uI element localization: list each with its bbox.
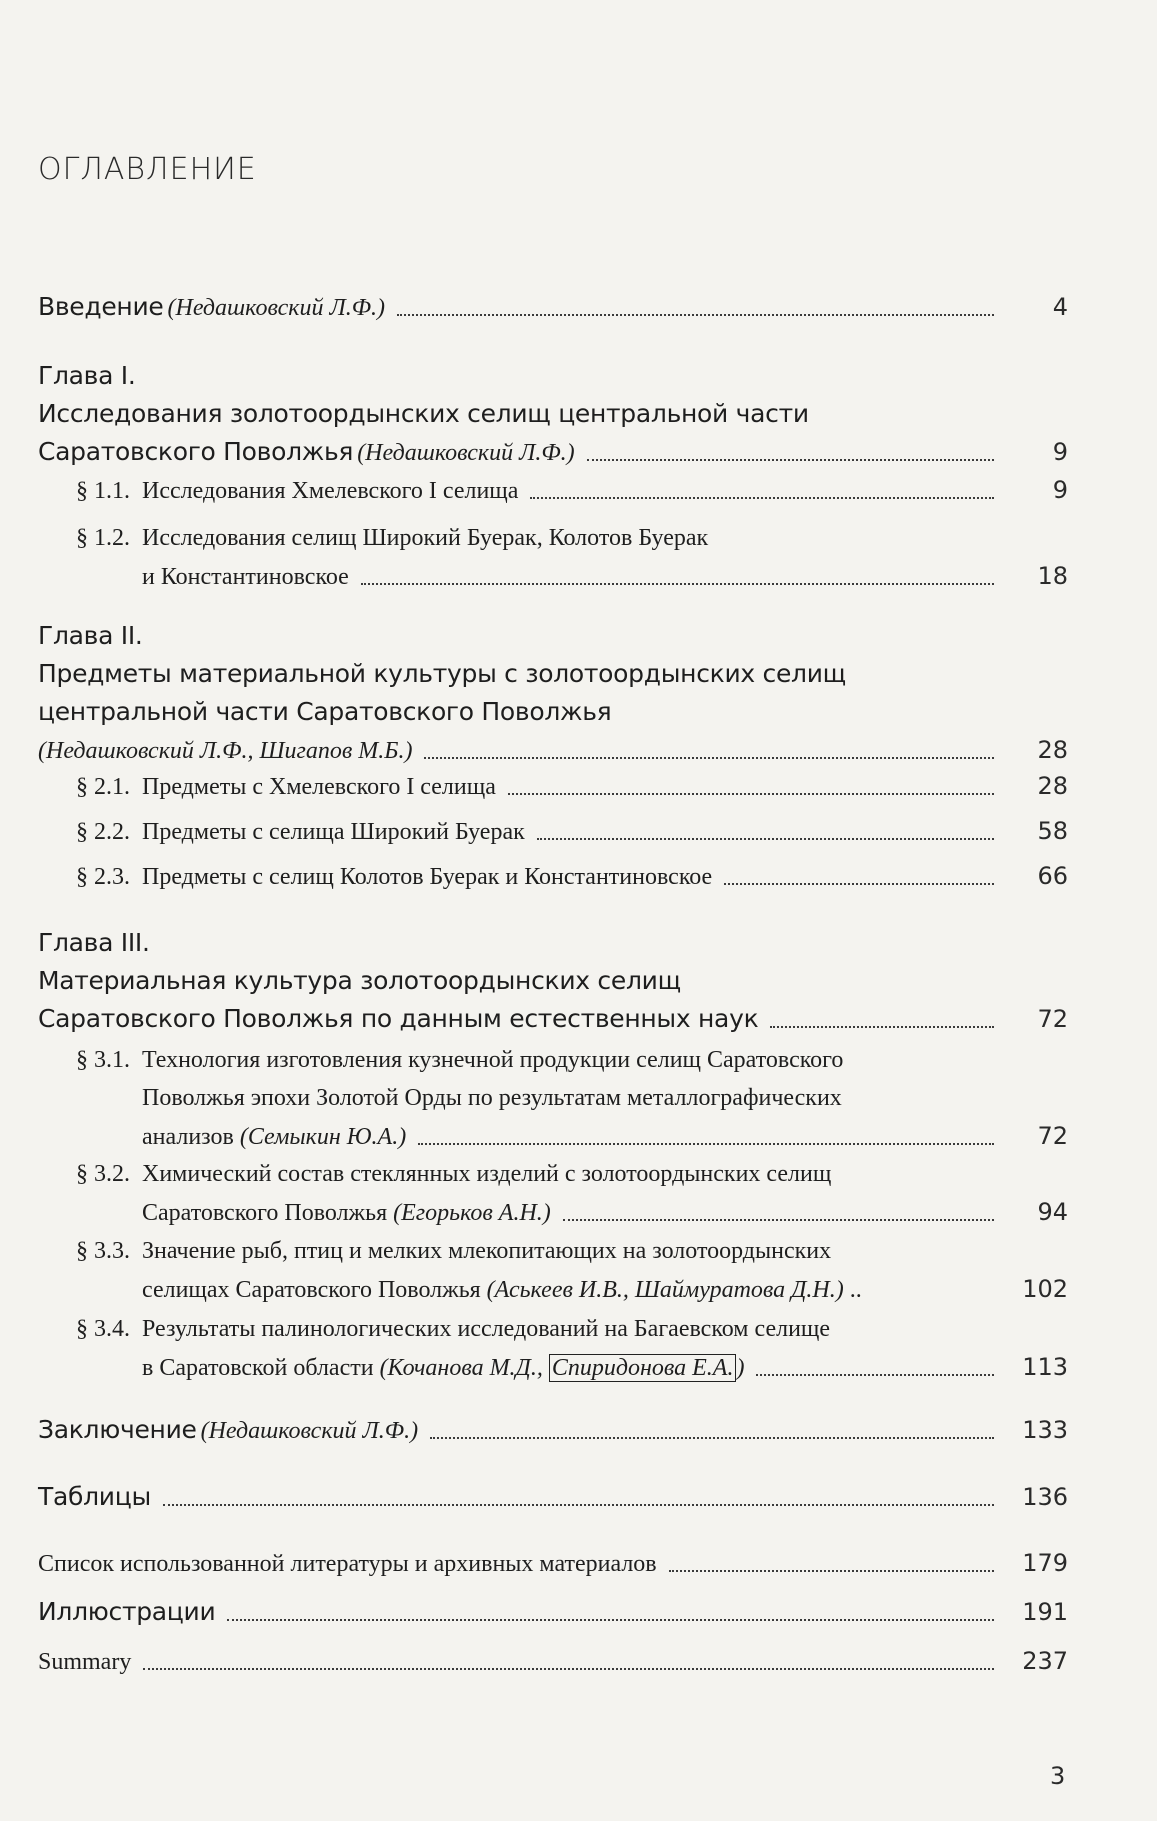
entry-label: Таблицы (38, 1482, 151, 1511)
entry-author: (Недашковский Л.Ф.) (167, 295, 385, 321)
toc-section-1-2[interactable] (76, 519, 1068, 595)
leader-dots (424, 757, 994, 759)
leader-dots (361, 583, 994, 585)
entry-author: (Недашковский Л.Ф., Шигапов М.Б.) (38, 738, 413, 764)
leader-trail: .. (849, 1277, 862, 1303)
toc-chapter-1[interactable] (38, 357, 1068, 471)
page-ref: 66 (1037, 862, 1068, 890)
section-title-line: Химический состав стеклянных изделий с золотоордынских селищ (142, 1161, 832, 1187)
section-title-line: Значение рыб, птиц и мелких млекопитающих на золотоордынских (142, 1238, 832, 1264)
section-title-line: анализов (142, 1124, 234, 1150)
entry-author: (Кочанова М.Д., (379, 1355, 543, 1381)
section-title-line: Результаты палинологических исследований на Багаевском селище (142, 1316, 831, 1342)
section-number: § 2.3. (76, 864, 130, 890)
page-ref: 136 (1022, 1483, 1068, 1511)
page-ref: 28 (1037, 736, 1068, 764)
entry-author: (Аськеев И.В., Шаймуратова Д.Н.) (486, 1277, 844, 1303)
chapter-title-line: центральной части Саратовского Поволжья (38, 697, 612, 726)
toc-section-3-2[interactable] (76, 1155, 1068, 1231)
section-title-line: Саратовского Поволжья (142, 1200, 388, 1226)
leader-dots (756, 1374, 994, 1376)
chapter-heading: Глава II. (38, 621, 143, 650)
entry-label: Заключение (38, 1415, 197, 1444)
section-title-line: Исследования селищ Широкий Буерак, Колотов Буерак (142, 525, 709, 551)
toc-section-3-3[interactable] (76, 1232, 1068, 1308)
section-title: Предметы с Хмелевского I селища (142, 774, 496, 800)
section-number: § 3.2. (76, 1161, 130, 1187)
boxed-author: Спиридонова Е.А. (549, 1354, 737, 1382)
chapter-heading: Глава III. (38, 928, 150, 957)
toc-entry-conclusion[interactable] (38, 1411, 1068, 1449)
toc-entry-tables[interactable] (38, 1478, 1068, 1516)
page-ref: 9 (1052, 476, 1068, 504)
entry-label: Summary (38, 1649, 132, 1675)
author-close: ) (736, 1355, 745, 1381)
entry-author: (Семыкин Ю.А.) (239, 1124, 407, 1150)
leader-dots (143, 1668, 994, 1670)
chapter-title-line: Саратовского Поволжья по данным естественных наук (38, 1004, 759, 1033)
page-ref: 102 (1022, 1275, 1068, 1303)
toc-chapter-3[interactable] (38, 924, 1068, 1038)
section-title-line: в Саратовской области (142, 1355, 374, 1381)
section-number: § 1.1. (76, 478, 130, 504)
section-title: Исследования Хмелевского I селища (142, 478, 519, 504)
page-ref: 237 (1022, 1647, 1068, 1675)
leader-dots (530, 497, 994, 499)
page-ref: 133 (1022, 1416, 1068, 1444)
leader-dots (770, 1026, 994, 1028)
leader-dots (397, 314, 994, 316)
page-title: ОГЛАВЛЕНИЕ (38, 152, 257, 187)
leader-dots (669, 1570, 994, 1572)
leader-dots (537, 838, 994, 840)
chapter-title-line: Материальная культура золотоордынских селищ (38, 966, 681, 995)
toc-section-3-4[interactable] (76, 1310, 1068, 1386)
entry-label: Введение (38, 292, 164, 321)
section-title: Предметы с селищ Колотов Буерак и Константиновское (142, 864, 713, 890)
page-ref: 18 (1037, 562, 1068, 590)
toc-entry-illustrations[interactable] (38, 1593, 1068, 1631)
toc-entry-literature[interactable] (38, 1544, 1068, 1582)
section-number: § 2.2. (76, 819, 130, 845)
leader-dots (227, 1619, 994, 1621)
section-number: § 1.2. (76, 525, 130, 551)
leader-dots (508, 793, 994, 795)
page-number: 3 (1050, 1762, 1066, 1790)
page-ref: 191 (1022, 1598, 1068, 1626)
toc-section-2-1[interactable] (76, 767, 1068, 805)
page-ref: 9 (1052, 438, 1068, 466)
leader-dots (430, 1437, 994, 1439)
toc-chapter-2[interactable] (38, 617, 1068, 769)
section-title-line: селищах Саратовского Поволжья (142, 1277, 481, 1303)
chapter-title-line: Исследования золотоордынских селищ центральной части (38, 399, 809, 428)
leader-dots (163, 1504, 994, 1506)
entry-author: (Недашковский Л.Ф.) (357, 440, 575, 466)
leader-dots (563, 1219, 994, 1221)
section-number: § 2.1. (76, 774, 130, 800)
leader-dots (587, 459, 994, 461)
leader-dots (724, 883, 994, 885)
entry-author: (Егорьков А.Н.) (393, 1200, 551, 1226)
page-ref: 179 (1022, 1549, 1068, 1577)
toc-section-3-1[interactable] (76, 1041, 1068, 1155)
page-ref: 94 (1037, 1198, 1068, 1226)
page-ref: 28 (1037, 772, 1068, 800)
toc-section-2-2[interactable] (76, 812, 1068, 850)
section-number: § 3.1. (76, 1047, 130, 1073)
page-ref: 58 (1037, 817, 1068, 845)
section-title: Предметы с селища Широкий Буерак (142, 819, 525, 845)
chapter-heading: Глава I. (38, 361, 136, 390)
entry-author: (Недашковский Л.Ф.) (200, 1418, 419, 1444)
leader-dots (418, 1143, 994, 1145)
chapter-title-line: Саратовского Поволжья (38, 437, 354, 466)
toc-entry-introduction[interactable] (38, 288, 1068, 326)
section-title-line: и Константиновское (142, 564, 349, 590)
toc-section-2-3[interactable] (76, 857, 1068, 895)
page-ref: 72 (1037, 1005, 1068, 1033)
section-title-line: Технология изготовления кузнечной продукции селищ Саратовского (142, 1047, 844, 1073)
section-number: § 3.3. (76, 1238, 130, 1264)
page-ref: 4 (1052, 293, 1068, 321)
section-title-line: Поволжья эпохи Золотой Орды по результатам металлографических (142, 1085, 842, 1111)
page-ref: 113 (1022, 1353, 1068, 1381)
page-ref: 72 (1037, 1122, 1068, 1150)
chapter-title-line: Предметы материальной культуры с золотоордынских селищ (38, 659, 846, 688)
toc-section-1-1[interactable] (76, 471, 1068, 509)
entry-label: Список использованной литературы и архивных материалов (38, 1551, 657, 1577)
toc-entry-summary[interactable] (38, 1642, 1068, 1680)
entry-label: Иллюстрации (38, 1597, 216, 1626)
section-number: § 3.4. (76, 1316, 130, 1342)
